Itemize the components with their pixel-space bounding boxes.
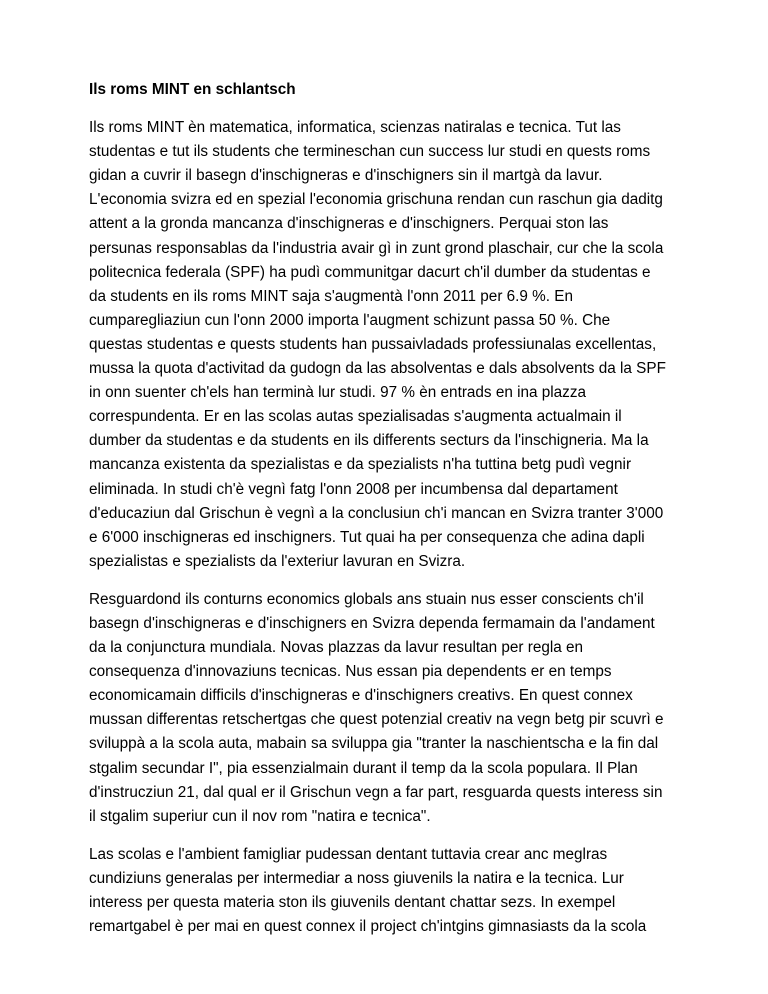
text-line: basegn d'inschigneras e d'inschigners en Svizra dependa fermamain da l'andament [89,614,655,632]
text-line: Las scolas e l'ambient famigliar pudessan dentant tuttavia crear anc meglras [89,845,608,863]
text-line: correspundenta. Er en las scolas autas spezialisadas s'augmenta actualmain il [89,408,622,426]
text-line: cumparegliaziun cun l'onn 2000 importa l'augment schizunt passa 50 %. Che [89,311,611,329]
text-line: attent a la gronda mancanza d'inschigneras e d'inschigners. Perquai ston las [89,215,609,233]
text-line: mussan differentas retschertgas che quest potenzial creativ na vegn betg pir scuvrì e [89,711,664,729]
text-line: persunas responsablas da l'industria avair gì in zunt grond plaschair, cur che la scola [89,239,664,257]
text-line: remartgabel è per mai en quest connex il project ch'intgins gimnasiasts da la scola [89,918,647,936]
text-line: in onn suenter ch'els han terminà lur studi. 97 % èn entrads en ina plazza [89,384,586,402]
text-line: mancanza existenta da spezialistas e da spezialists n'ha tuttina betg pudì vegnir [89,456,632,474]
text-line: sviluppà a la scola auta, mabain sa sviluppa gia "tranter la naschientscha e la fin dal [89,735,659,753]
paragraph-2 [89,588,689,829]
text-line: Ils roms MINT èn matematica, informatica, scienzas natiralas e tecnica. Tut las [89,119,621,137]
paragraph-1 [89,116,689,574]
text-line: politecnica federala (SPF) ha pudì communitgar dacurt ch'il dumber da studentas e [89,263,651,281]
text-line: interess per questa materia ston ils giuvenils dentant chattar sezs. In exempel [89,894,616,911]
text-line: economicamain difficils d'inschigneras e d'inschigners creativs. En quest connex [89,687,633,705]
text-line: dumber da studentas e da students en ils differents secturs da l'inschigneria. Ma la [89,432,649,450]
text-line: d'instrucziun 21, dal qual er il Grischun vegn a far part, resguarda quests interess sin [89,783,663,801]
text-line: spezialistas e spezialists da l'exteriur lavuran en Svizra. [89,552,466,570]
text-line: mussa la quota d'activitad da gudogn da las absolventas e dals absolvents da la SPF [89,360,666,378]
text-line: e 6'000 inschigneras ed inschigners. Tut quai ha per consequenza che adina dapli [89,528,645,546]
document-body [89,78,689,953]
text-line: il stgalim superiur cun il nov rom "natira e tecnica". [89,807,431,825]
text-line: eliminada. In studi ch'è vegnì fatg l'onn 2008 per incumbensa dal departament [89,480,618,498]
text-line: Resguardond ils conturns economics globals ans stuain nus esser conscients ch'il [89,590,644,608]
paragraph-container [89,116,689,939]
text-line: consequenza d'innovaziuns tecnicas. Nus essan pia dependents er en temps [89,663,612,681]
text-line: cundiziuns generalas per intermediar a noss giuvenils la natira e la tecnica. Lur [89,869,624,887]
text-line: questas studentas e quests students han pussaivladads professiunalas excellentas, [89,335,657,353]
document-title: Ils roms MINT en schlantsch [89,81,296,98]
text-line: da students en ils roms MINT saja s'augmentà l'onn 2011 per 6.9 %. En [89,287,573,305]
paragraph-3 [89,843,689,939]
text-line: L'economia svizra ed en spezial l'economia grischuna rendan cun raschun gia daditg [89,191,663,209]
text-line: studentas e tut ils students che termineschan cun success lur studi en quests roms [89,143,651,161]
text-line: gidan a cuvrir il basegn d'inschigneras e d'inschigners sin il martgà da lavur. [89,167,603,185]
text-line: da la conjunctura mundiala. Novas plazzas da lavur resultan per regla en [89,639,584,657]
text-line: stgalim secundar I", pia essenzialmain durant il temp da la scola populara. Il Plan [89,759,638,777]
text-line: d'educaziun dal Grischun è vegnì a la conclusiun ch'i mancan en Svizra tranter 3'000 [89,504,664,522]
